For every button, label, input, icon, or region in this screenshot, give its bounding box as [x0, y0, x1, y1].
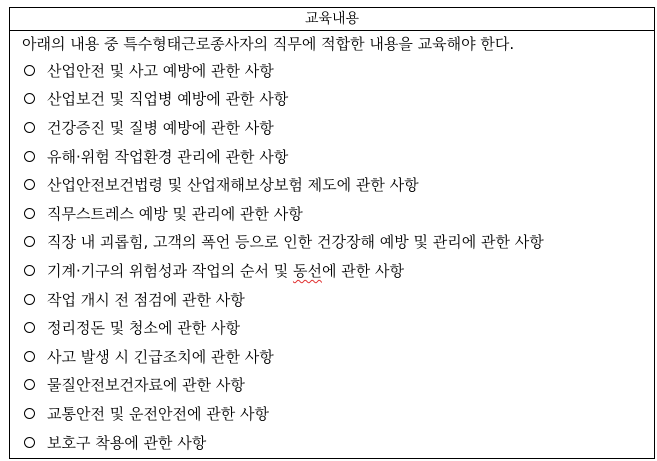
list-item: [22, 342, 654, 371]
list-item: [22, 228, 654, 257]
list-item: [22, 113, 654, 142]
intro-text: 아래의 내용 중 특수형태근로종사자의 직무에 적합한 내용을 교육해야 한다.: [22, 35, 515, 53]
circle-icon: [24, 322, 35, 333]
circle-icon: [24, 208, 35, 219]
list-item-label: 작업 개시 전 점검에 관한 사항: [47, 290, 245, 309]
circle-icon: [24, 265, 35, 276]
circle-icon: [24, 294, 35, 305]
list-item: [22, 399, 654, 428]
list-item: [22, 170, 654, 199]
label-text-before: 기계·기구의 위험성과 작업의 순서 및: [47, 261, 293, 280]
item-list: [22, 56, 654, 456]
list-item: [22, 256, 654, 285]
list-item-label: 교통안전 및 운전안전에 관한 사항: [47, 404, 269, 423]
table-header: 교육내용: [10, 8, 654, 31]
circle-icon: [24, 65, 35, 76]
circle-icon: [24, 408, 35, 419]
label-text-after: 에 관한 사항: [321, 261, 404, 280]
list-item-label: 물질안전보건자료에 관한 사항: [47, 376, 245, 395]
list-item: [22, 428, 654, 457]
list-item-label: 산업보건 및 직업병 예방에 관한 사항: [47, 90, 289, 109]
circle-icon: [24, 379, 35, 390]
list-item-label: 직장 내 괴롭힘, 고객의 폭언 등으로 인한 건강장해 예방 및 관리에 관한 사항: [47, 233, 544, 252]
list-item: [22, 285, 654, 314]
list-item-label: 유해·위험 작업환경 관리에 관한 사항: [47, 147, 289, 166]
list-item: [22, 56, 654, 85]
list-item-label: 산업안전보건법령 및 산업재해보상보험 제도에 관한 사항: [47, 176, 419, 195]
spellcheck-marked-word: 동선: [292, 261, 322, 280]
list-item-label: [47, 260, 404, 281]
list-item-label: 사고 발생 시 긴급조치에 관한 사항: [47, 347, 274, 366]
circle-icon: [24, 122, 35, 133]
circle-icon: [24, 179, 35, 190]
list-item: [22, 85, 654, 114]
education-content-table: [9, 7, 655, 459]
circle-icon: [24, 236, 35, 247]
list-item-label: 보호구 착용에 관한 사항: [47, 433, 207, 452]
circle-icon: [24, 351, 35, 362]
list-item: [22, 142, 654, 171]
list-item-label: 산업안전 및 사고 예방에 관한 사항: [47, 61, 274, 80]
list-item: [22, 371, 654, 400]
list-item: [22, 313, 654, 342]
list-item-label: 직무스트레스 예방 및 관리에 관한 사항: [47, 204, 303, 223]
list-item-label: 정리정돈 및 청소에 관한 사항: [47, 319, 240, 338]
list-item-label: 건강증진 및 질병 예방에 관한 사항: [47, 118, 274, 137]
circle-icon: [24, 151, 35, 162]
circle-icon: [24, 93, 35, 104]
list-item: [22, 199, 654, 228]
table-body: [10, 31, 654, 456]
circle-icon: [24, 437, 35, 448]
